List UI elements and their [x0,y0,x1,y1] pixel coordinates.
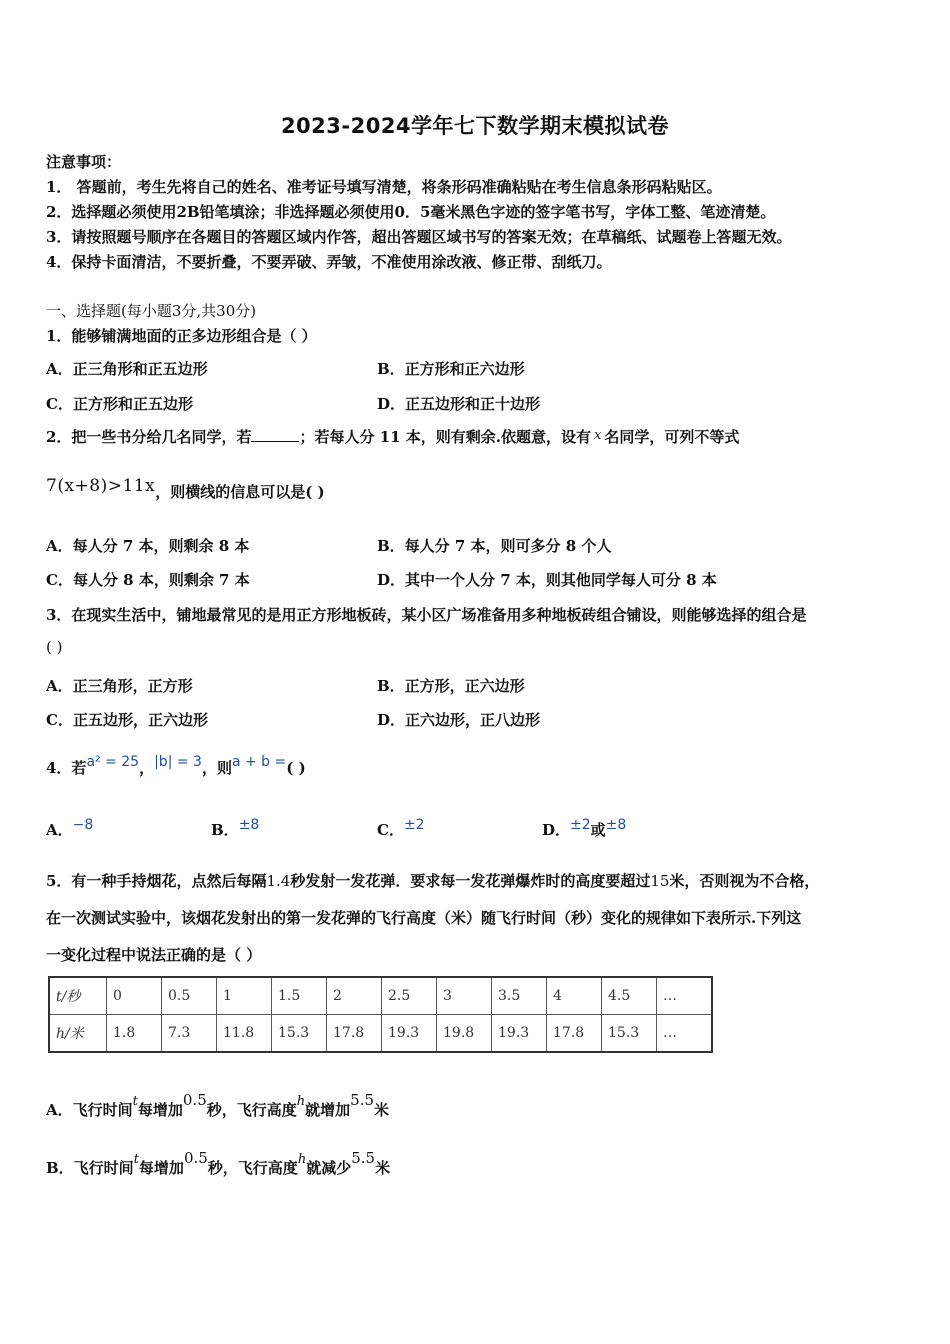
q5-a-dh: 5.5 [350,1091,375,1109]
q5-line1-a: 5．有一种手持烟花，点然后每隔 [46,872,267,890]
q1-option-a: A．正三角形和正五边形 [46,360,208,378]
table-cell: 2 [327,977,382,1015]
table-row [49,1015,712,1053]
q4-option-a-label: A． [46,821,73,839]
q5-b-part-a: B．飞行时间 [46,1159,134,1177]
table-row-label-t: t/秒 [49,977,107,1015]
notes-heading: 注意事项： [46,153,122,171]
q4-expression: a + b = [231,754,287,770]
q5-stem-line1 [46,871,819,891]
q5-interval: 1.4 [266,872,291,890]
note-item-3: 3．请按照题号顺序在各题目的答题区域内作答，超出答题区域书写的答案无效；在草稿纸、试题卷上答题无效。 [46,228,792,246]
q5-line1-b: 秒发射一发花弹．要求每一发花弹爆炸时的高度要超过 [290,872,651,890]
table-cell: 7.3 [162,1015,217,1053]
q2-stem-part-a: 2．把一些书分给几名同学，若 [46,428,252,446]
table-row [49,977,712,1015]
table-cell: 19.3 [492,1015,547,1053]
q4-option-c-value: ±2 [403,817,425,833]
q2-option-d: D．其中一个人分 7 本，则其他同学每人可分 8 本 [377,571,717,589]
note-item-4: 4．保持卡面清洁，不要折叠，不要弄破、弄皱，不准使用涂改液、修正带、刮纸刀。 [46,253,612,271]
q4-option-b-label: B． [211,821,239,839]
q3-option-b: B．正方形，正六边形 [377,677,525,695]
q5-b-part-d: 就减少 [306,1159,352,1177]
q5-a-part-e: 米 [374,1101,390,1119]
q5-stem-line3: 一变化过程中说法正确的是（ ） [46,946,262,964]
table-cell: 0.5 [162,977,217,1015]
table-cell: 19.8 [437,1015,492,1053]
q5-a-var-h: h [296,1094,306,1109]
page-title: 2023-2024学年七下数学期末模拟试卷 [280,114,670,138]
table-cell: 1.8 [107,1015,162,1053]
q5-b-dt: 0.5 [183,1149,208,1167]
q5-a-part-d: 就增加 [305,1101,351,1119]
q4-option-d [542,817,627,841]
table-cell: … [657,1015,713,1053]
q3-stem-line1: 3．在现实生活中，铺地最常见的是用正方形地板砖，某小区广场准备用多种地板砖组合铺设，则能够选择的组合是 [46,606,807,624]
q2-option-a: A．每人分 7 本，则剩余 8 本 [46,537,250,555]
q1-option-b: B．正方形和正六边形 [377,360,525,378]
q4-option-b-value: ±8 [238,817,260,833]
q4-suffix: ( ) [286,759,306,777]
table-cell: 15.3 [272,1015,327,1053]
table-cell: 4 [547,977,602,1015]
q5-line1-c: 米，否则视为不合格， [669,872,820,890]
q5-b-var-t: t [133,1152,139,1167]
table-cell: 11.8 [217,1015,272,1053]
q5-b-part-b: 每增加 [138,1159,184,1177]
q4-condition-a: a² = 25 [86,754,140,770]
q4-option-d-or: 或 [590,821,606,839]
q4-separator: ， [139,759,155,777]
table-row-label-h: h/米 [49,1015,107,1053]
q1-option-c: C．正方形和正五边形 [46,395,193,413]
q4-option-c [377,817,425,841]
q3-option-c: C．正五边形，正六边形 [46,711,208,729]
table-cell: 1.5 [272,977,327,1015]
q4-option-c-label: C． [377,821,404,839]
q4-option-b [211,817,260,841]
table-cell: 2.5 [382,977,437,1015]
table-cell: 0 [107,977,162,1015]
q5-a-part-a: A．飞行时间 [46,1101,133,1119]
q2-stem-part-d: ，则横线的信息可以是( ) [155,483,325,501]
table-cell: 17.8 [327,1015,382,1053]
table-cell: 4.5 [602,977,657,1015]
q2-stem-part-b: ；若每人分 11 本，则有剩余.依题意，设有 [299,428,591,446]
q5-a-part-b: 每增加 [137,1101,183,1119]
table-cell: 19.3 [382,1015,437,1053]
q5-option-a [46,1091,390,1122]
table-cell: 3.5 [492,977,547,1015]
q5-stem-line2: 在一次测试实验中，该烟花发射出的第一发花弹的飞行高度（米）随飞行时间（秒）变化的规律如下表所示.下列这 [46,909,802,927]
q4-stem [46,754,306,779]
q5-b-dh: 5.5 [351,1149,376,1167]
table-cell: 1 [217,977,272,1015]
q4-condition-b: |b| = 3 [154,754,202,770]
table-cell: 15.3 [602,1015,657,1053]
section-heading: 一、选择题(每小题3分,共30分) [46,302,257,320]
q5-a-dt: 0.5 [182,1091,207,1109]
q5-option-b [46,1149,391,1180]
q4-option-d-value-2: ±8 [605,817,627,833]
q2-inequality: 7(x+8)>11x [46,476,156,496]
table-cell: 17.8 [547,1015,602,1053]
q5-height-requirement: 15 [650,872,670,890]
q2-option-b: B．每人分 7 本，则可多分 8 个人 [377,537,612,555]
note-item-2: 2．选择题必须使用2B铅笔填涂；非选择题必须使用0．5毫米黑色字迹的签字笔书写，字体工整、笔迹清楚。 [46,203,776,221]
q5-data-table [48,976,713,1053]
q4-option-d-value-1: ±2 [570,817,591,833]
q3-option-d: D．正六边形，正八边形 [377,711,541,729]
table-cell: 3 [437,977,492,1015]
q5-b-part-c: 秒，飞行高度 [207,1159,298,1177]
q4-mid: ，则 [201,759,232,777]
q1-stem: 1．能够铺满地面的正多边形组合是（ ） [46,327,317,345]
q2-option-c: C．每人分 8 本，则剩余 7 本 [46,571,250,589]
q4-option-a [46,817,94,841]
q2-inequality-line [46,476,325,502]
q2-stem-part-c: 名同学，可列不等式 [604,428,740,446]
q2-stem [46,427,739,449]
q2-blank [251,427,299,442]
q4-option-a-value: −8 [72,817,94,833]
q4-option-d-label: D． [542,821,571,839]
q3-stem-line2: ( ) [46,638,63,656]
q3-option-a: A．正三角形，正方形 [46,677,193,695]
note-item-1: 1． 答题前，考生先将自己的姓名、准考证号填写清楚，将条形码准确粘贴在考生信息条形码粘贴区。 [46,178,722,196]
q2-variable: x [594,428,602,443]
q1-option-d: D．正五边形和正十边形 [377,395,541,413]
q5-a-var-t: t [132,1094,138,1109]
q5-a-part-c: 秒，飞行高度 [206,1101,297,1119]
q5-b-part-e: 米 [375,1159,391,1177]
q4-prefix: 4．若 [46,759,87,777]
q5-b-var-h: h [297,1152,307,1167]
table-cell: … [657,977,713,1015]
